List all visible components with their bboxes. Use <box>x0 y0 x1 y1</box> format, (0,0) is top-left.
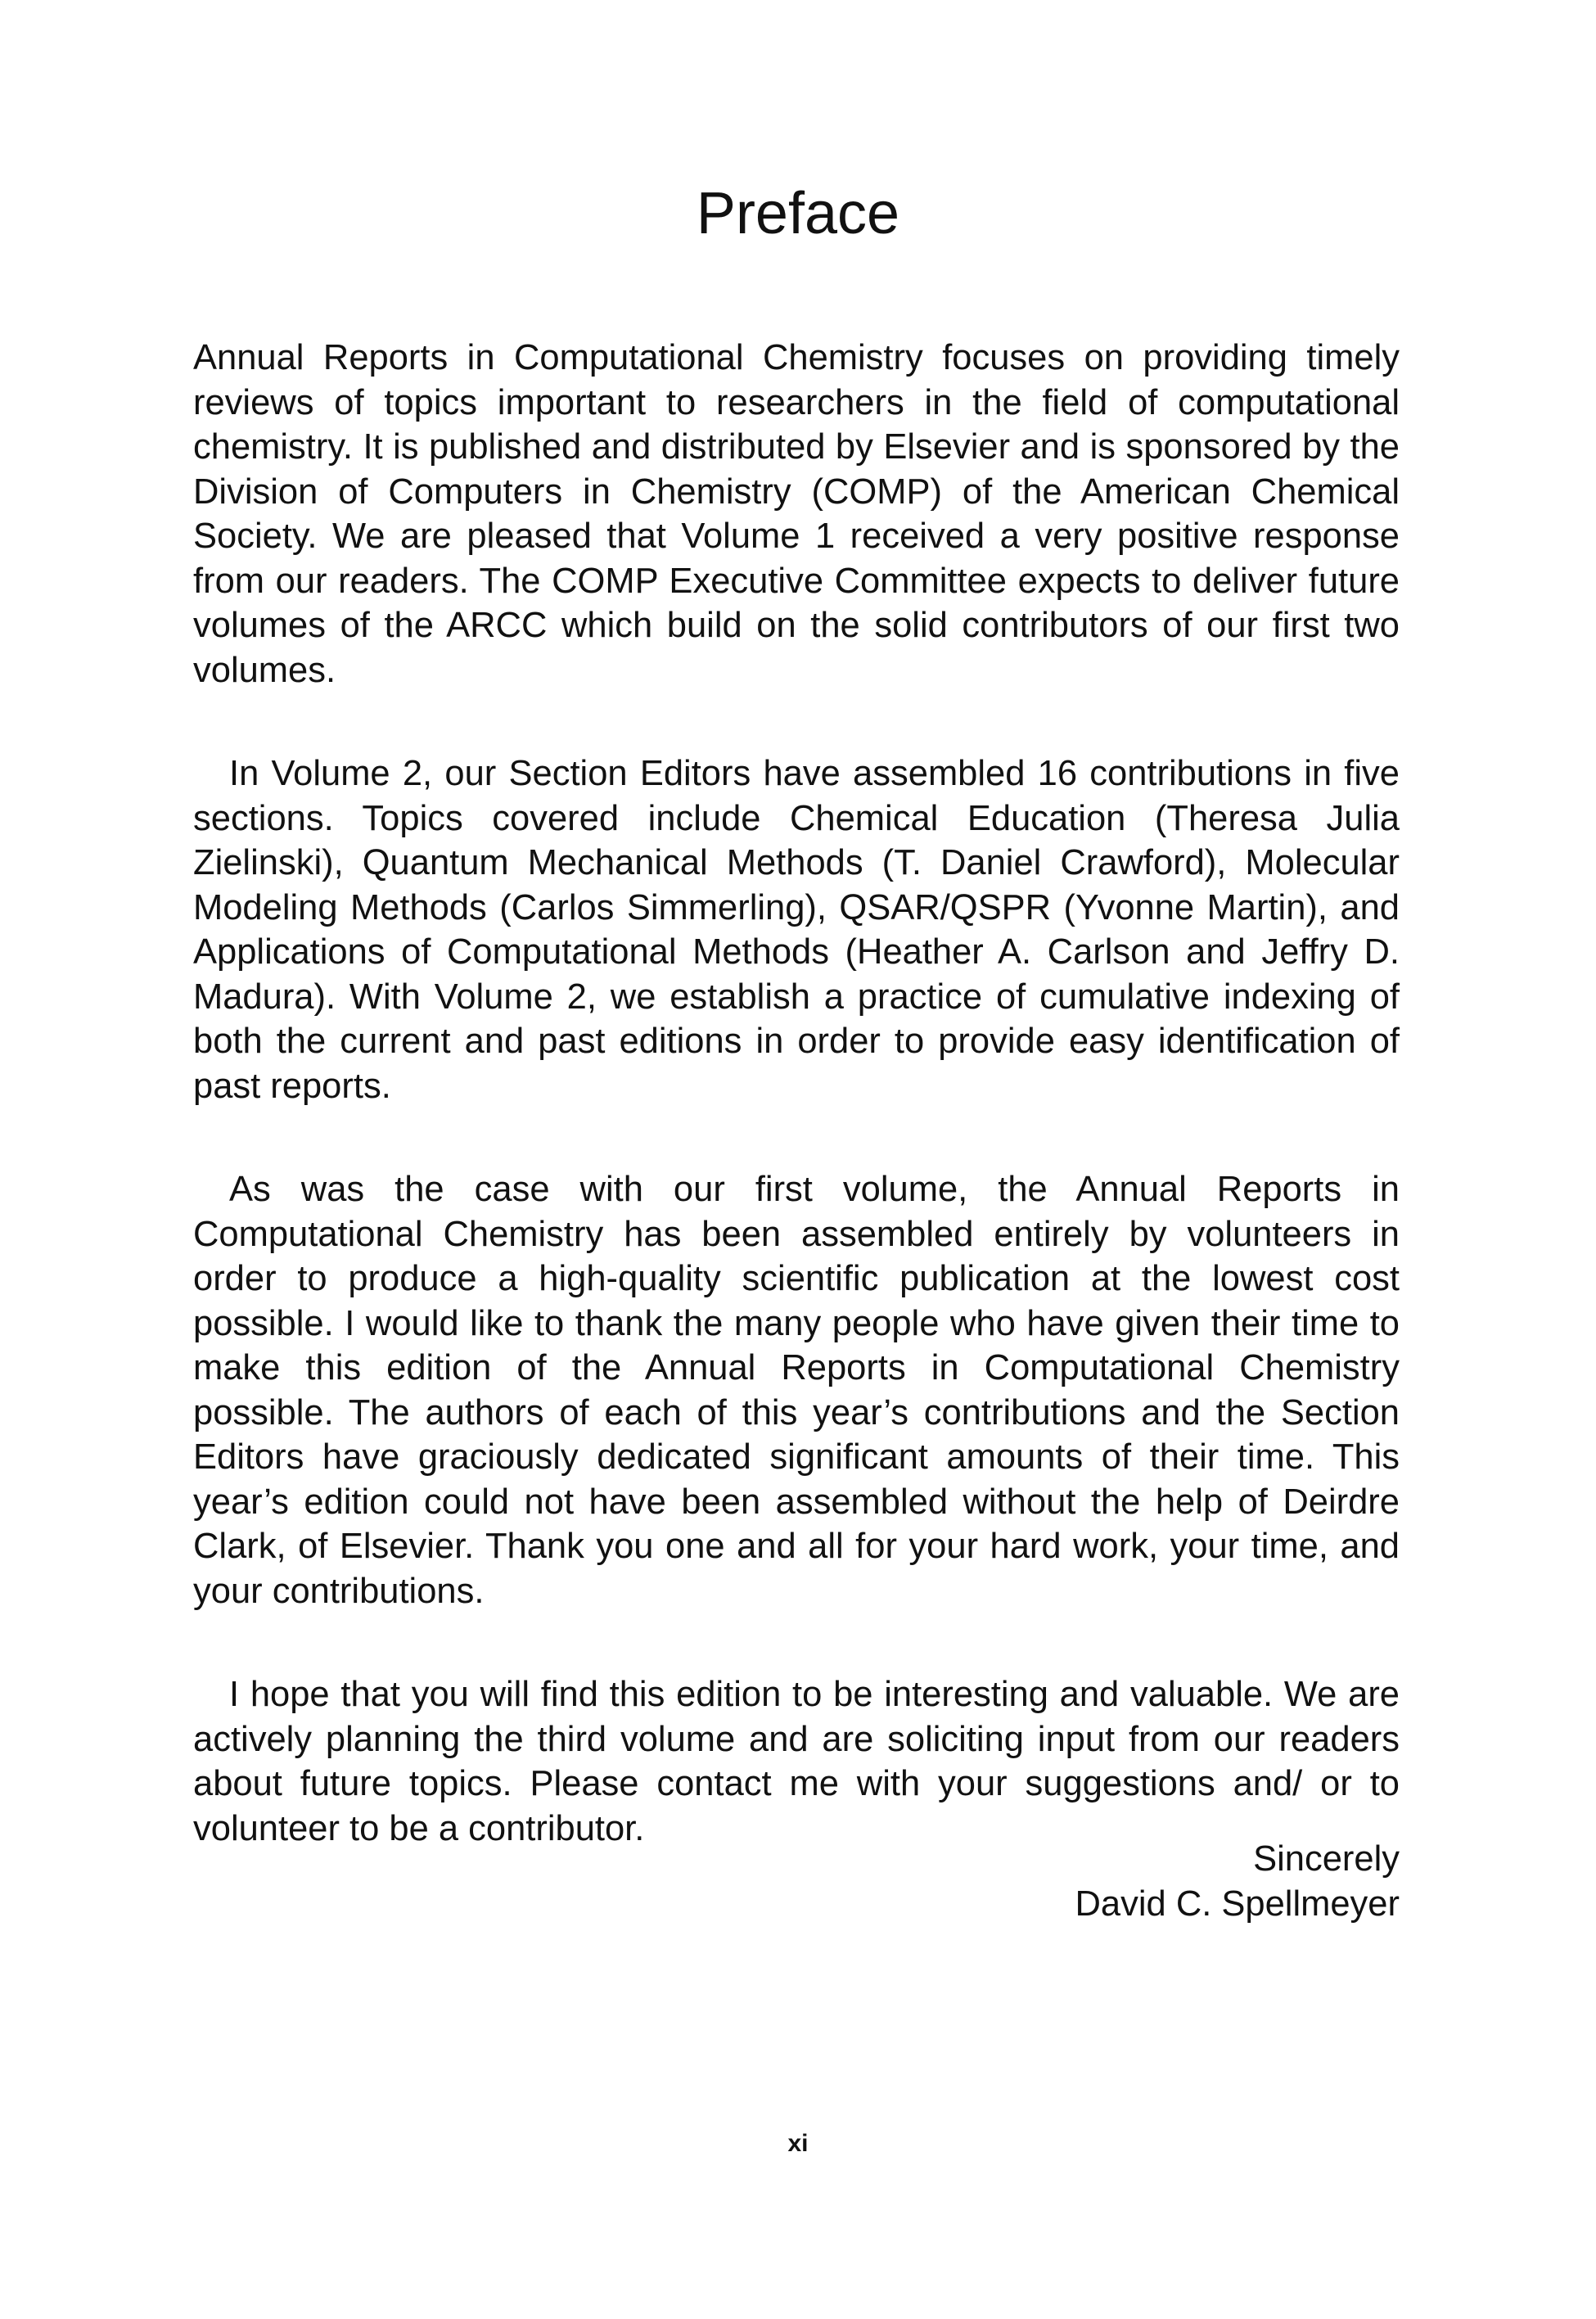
page-number: xi <box>787 2130 809 2157</box>
paragraph-2: In Volume 2, our Section Editors have assembled 16 contributions in five sections. Topics covered include Chemical Education (Theresa Julia Zielinski), Quantum Mechanical Methods (T. Daniel Crawford), Molecular Modeling Methods (Carlos Simmerling), QSAR/QSPR (Yvonne Martin), and Applications of Computational Methods (Heather A. Carlson and Jeffry D. Madura). With Volume 2, we establish a practice of cumulative indexing of both the current and past editions in order to provide easy identification of past reports. <box>193 754 1400 1106</box>
paragraph-1: Annual Reports in Computational Chemistry focuses on providing timely reviews of topics important to researchers in the field of computational chemistry. It is published and distributed by Elsevier and is sponsored by the Division of Computers in Chemistry (COMP) of the American Chemical Society. We are pleased that Volume 1 received a very positive response from our readers. The COMP Executive Committee expects to deliver future volumes of the ARCC which build on the solid contributors of our first two volumes. <box>193 338 1400 690</box>
signoff-closing: Sincerely <box>1253 1839 1400 1879</box>
page-title: Preface <box>696 181 900 246</box>
paragraph-4: I hope that you will find this edition to be interesting and valuable. We are actively planning the third volume and are soliciting input from our readers about future topics. Please contact me with your suggestions and/ or to volunteer to be a contributor. <box>193 1675 1400 1848</box>
paragraph-3: As was the case with our first volume, the Annual Reports in Computational Chemistry has been assembled entirely by volunteers in order to produce a high-quality scientific publication at the lowest cost possible. I would like to thank the many people who have given their time to make this edition of the Annual Reports in Computational Chemistry possible. The authors of each of this year’s contributions and the Section Editors have graciously dedicated significant amounts of their time. This year’s edition could not have been assembled without the help of Deirdre Clark, of Elsevier. Thank you one and all for your hard work, your time, and your contributions. <box>193 1170 1400 1611</box>
signoff <box>1075 1837 1400 1926</box>
preface-body <box>193 336 1400 1910</box>
signoff-name: David C. Spellmeyer <box>1075 1884 1400 1924</box>
